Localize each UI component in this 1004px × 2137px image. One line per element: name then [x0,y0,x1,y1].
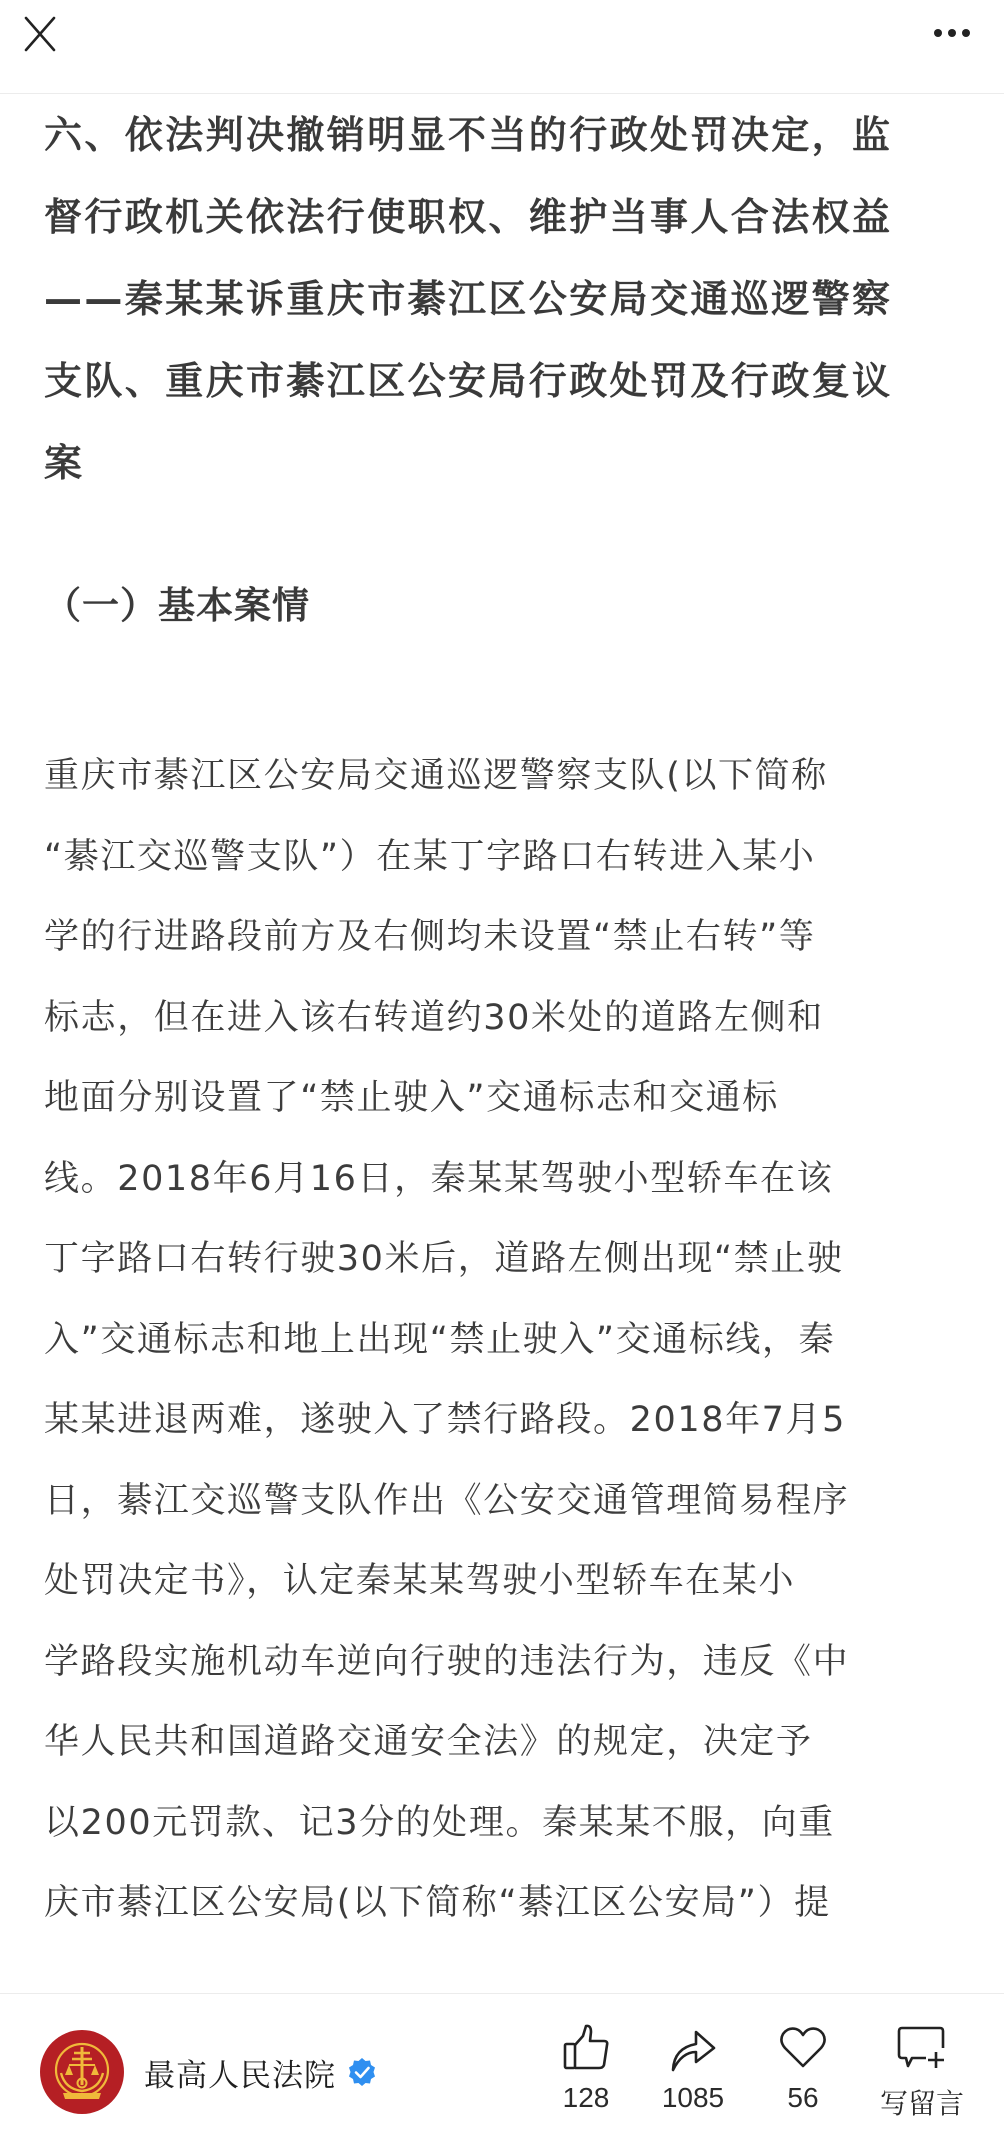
body-line: 学路段实施机动车逆向行驶的违法行为，违反《中 [44,1641,850,1682]
body-line: 入”交通标志和地上出现“禁止驶入”交通标线，秦 [44,1319,836,1360]
bottom-action-bar [0,1993,1004,2137]
verified-badge-icon [346,2056,378,2088]
avatar [40,2030,124,2114]
body-line: 华人民共和国道路交通安全法》的规定，决定予 [44,1722,813,1762]
court-emblem-icon [47,2037,117,2107]
heart-icon [778,2024,828,2072]
like-count: 128 [562,2082,610,2113]
article-title [44,94,964,504]
like-button[interactable] [531,2024,641,2114]
body-line: 学的行进路段前方及右侧均未设置“禁止右转”等 [44,917,816,957]
article-body [44,736,964,1944]
title-line: ——秦某某诉重庆市綦江区公安局交通巡逻警察 [44,277,893,321]
body-line: 处罚决定书》，认定秦某某驾驶小型轿车在某小 [44,1561,796,1601]
thumbs-up-icon [561,2024,611,2072]
comment-add-icon [896,2024,948,2072]
favorite-count: 56 [787,2082,819,2113]
share-count: 1085 [661,2082,725,2113]
close-button[interactable] [18,12,66,60]
write-comment-button[interactable] [862,2024,982,2122]
title-line: 六、依法判决撤销明显不当的行政处罚决定，监 [44,113,893,157]
body-line: 某某进退两难，遂驶入了禁行路段。2018年7月5 [44,1400,847,1440]
title-line: 支队、重庆市綦江区公安局行政处罚及行政复议 [44,359,893,403]
share-button[interactable] [638,2024,748,2114]
body-line: 以200元罚款、记3分的处理。秦某某不服，向重 [44,1802,835,1843]
more-options-button[interactable] [926,14,982,54]
account-link[interactable] [40,2030,378,2114]
write-comment-label: 写留言 [879,2088,964,2119]
body-line: 线。2018年6月16日，秦某某驾驶小型轿车在该 [44,1158,834,1199]
body-line: 地面分别设置了“禁止驶入”交通标志和交通标 [44,1078,779,1118]
favorite-button[interactable] [748,2024,858,2114]
close-icon [18,12,66,60]
title-line: 案 [44,441,85,485]
body-line: “綦江交巡警支队”）在某丁字路口右转进入某小 [44,836,816,877]
body-line: 重庆市綦江区公安局交通巡逻警察支队(以下简称 [44,756,828,796]
body-line: 日，綦江交巡警支队作出《公安交通管理简易程序 [44,1480,850,1521]
article-content [44,94,964,1944]
title-line: 督行政机关依法行使职权、维护当事人合法权益 [44,195,893,239]
body-line: 标志，但在进入该右转道约30米处的道路左侧和 [44,997,824,1038]
body-line: 丁字路口右转行驶30米后，道路左侧出现“禁止驶 [44,1239,844,1279]
top-bar [0,0,1004,94]
account-name: 最高人民法院 [144,2057,336,2094]
body-line: 庆市綦江区公安局(以下简称“綦江区公安局”）提 [44,1883,831,1923]
more-horizontal-icon [926,14,982,54]
section-heading: （一）基本案情 [44,584,310,627]
share-icon [668,2024,718,2072]
